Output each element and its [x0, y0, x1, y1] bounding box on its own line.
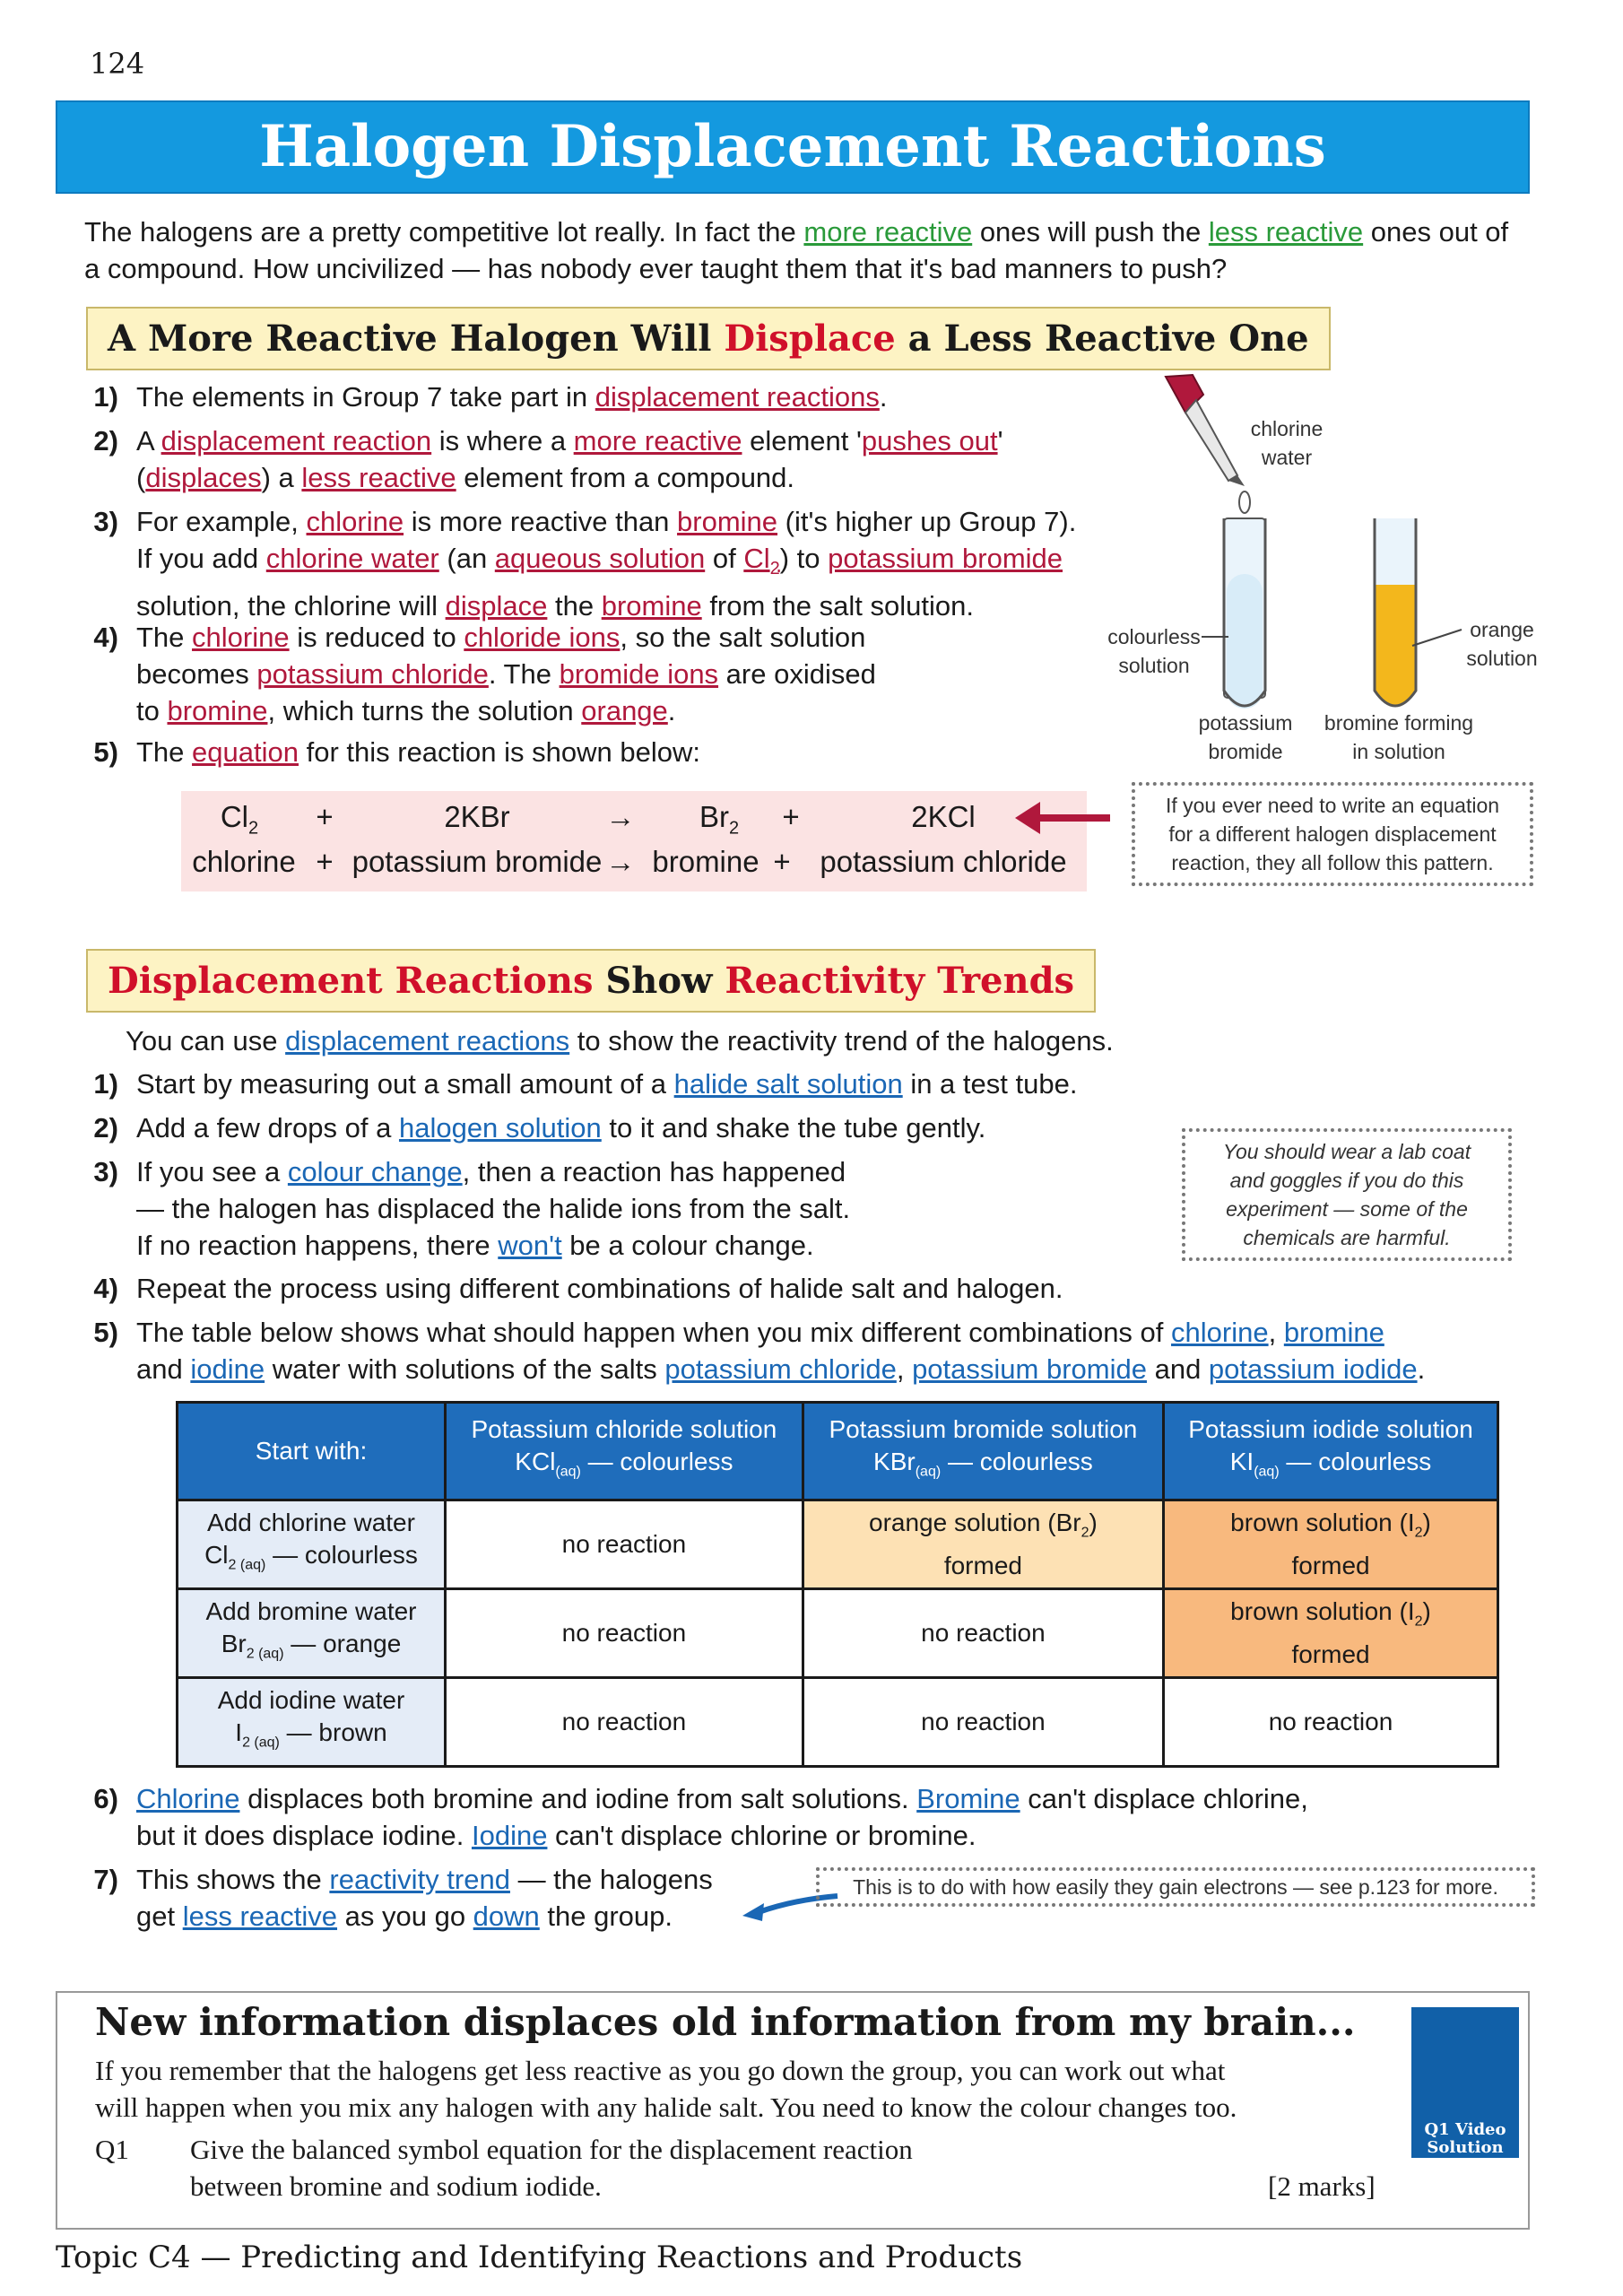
- label-colourless-solution: colourless solution: [1107, 625, 1201, 677]
- keyword-more-reactive[interactable]: more reactive: [803, 216, 973, 248]
- eq-arrow: →: [605, 845, 636, 878]
- keyword[interactable]: potassium bromide: [828, 543, 1063, 574]
- list-item: The equation for this reaction is shown below:: [136, 736, 700, 768]
- eq-word-kbr: potassium bromide: [352, 845, 603, 878]
- list-item: If you see a colour change, then a reaction has happened — the halogen has displaced the halide ions from the salt. If no reaction happens, there won't be a colour change.: [136, 1156, 851, 1261]
- list-number: 1): [93, 1068, 118, 1100]
- table-header: Potassium chloride solution KCl$_{(aq)}$ — colourless: [446, 1403, 803, 1500]
- note-equation-pattern: If you ever need to write an equation for a different halogen displacement reaction, they all follow this pattern.: [1132, 782, 1533, 886]
- reactivity-table: [176, 1401, 1499, 1768]
- keyword-less-reactive[interactable]: less reactive: [1208, 216, 1364, 248]
- keyword[interactable]: down: [473, 1900, 540, 1932]
- video-label: Q1 Video: [1424, 2120, 1506, 2139]
- test-tube-left: [1224, 491, 1265, 709]
- red-arrow-icon: [1013, 795, 1112, 839]
- table-cell: orange solution $(Br_2)$ formed: [803, 1500, 1163, 1589]
- list-number: 5): [93, 736, 118, 768]
- list-item: For example, chlorine is more reactive than bromine (it's higher up Group 7). If you add chlorine water (an aqueous solution of $Cl_2$) to potassium bromide solution, the chlorine will displace the bromine from the salt solution.: [136, 506, 1077, 622]
- keyword[interactable]: bromine: [677, 506, 778, 537]
- keyword[interactable]: bromine: [167, 695, 268, 726]
- equation-box: [181, 791, 1087, 891]
- summary-title: New information displaces old information from my brain...: [95, 2000, 1356, 2044]
- list-item: Start by measuring out a small amount of a halide salt solution in a test tube.: [136, 1068, 1078, 1100]
- video-solution-button[interactable]: [1411, 2007, 1519, 2158]
- keyword[interactable]: displacement reactions: [595, 381, 880, 413]
- eq-word-kcl: potassium chloride: [820, 845, 1067, 878]
- list-number: 3): [93, 506, 118, 537]
- keyword[interactable]: bromide ions: [559, 658, 719, 690]
- keyword[interactable]: displace: [445, 590, 548, 622]
- list-item: Repeat the process using different combinations of halide salt and halogen.: [136, 1273, 1063, 1304]
- list-item: The chlorine is reduced to chloride ions, so the salt solution becomes potassium chloride. The bromide ions are oxidised to bromine, which turns the solution orange.: [136, 622, 876, 726]
- question-marks: [2 marks]: [1268, 2170, 1376, 2202]
- eq-plus: +: [316, 800, 334, 833]
- keyword[interactable]: equation: [192, 736, 299, 768]
- table-row: [178, 1500, 1498, 1589]
- row-header: Add bromine water $Br_{2 (aq)}$ — orange: [178, 1589, 446, 1678]
- keyword[interactable]: potassium iodide: [1208, 1353, 1418, 1385]
- keyword[interactable]: less reactive: [301, 462, 456, 493]
- keyword[interactable]: displacement reaction: [161, 425, 432, 457]
- title-banner: [56, 100, 1530, 194]
- table-row: [178, 1678, 1498, 1767]
- keyword[interactable]: chlorine: [1171, 1317, 1269, 1348]
- table-header-start: Start with:: [178, 1403, 446, 1500]
- list-item: The elements in Group 7 take part in displacement reactions.: [136, 381, 888, 413]
- list-number: 3): [93, 1156, 118, 1187]
- keyword[interactable]: orange: [581, 695, 668, 726]
- table-cell: no reaction: [446, 1589, 803, 1678]
- keyword[interactable]: aqueous solution: [494, 543, 706, 574]
- list-number: 6): [93, 1783, 118, 1814]
- section2-intro: You can use displacement reactions to show the reactivity trend of the halogens.: [126, 1025, 1114, 1057]
- label-potassium-bromide: potassium bromide: [1198, 711, 1293, 763]
- keyword[interactable]: displaces: [145, 462, 262, 493]
- question-label: Q1: [95, 2134, 129, 2165]
- list-number: 2): [93, 425, 118, 457]
- list-item: A displacement reaction is where a more reactive element 'pushes out' (displaces) a less reactive element from a compound.: [136, 425, 1003, 493]
- list-number: 4): [93, 1273, 118, 1304]
- keyword[interactable]: won't: [498, 1230, 562, 1261]
- keyword[interactable]: chlorine water: [265, 543, 439, 574]
- eq-plus: +: [773, 845, 791, 878]
- row-header: Add chlorine water $Cl_{2 (aq)}$ — colourless: [178, 1500, 446, 1589]
- label-chlorine-water: chlorine water: [1250, 417, 1324, 469]
- keyword[interactable]: colour change: [287, 1156, 463, 1187]
- keyword[interactable]: chlorine: [306, 506, 404, 537]
- question-text: Give the balanced symbol equation for the displacement reaction between bromine and sodium iodide.: [190, 2134, 913, 2202]
- list-item: Chlorine displaces both bromine and iodine from salt solutions. Bromine can't displace chlorine, but it does displace iodine. Iodine can't displace chlorine or bromine.: [136, 1783, 1308, 1851]
- keyword[interactable]: bromine: [601, 590, 702, 622]
- dropper-icon: [1166, 375, 1245, 486]
- intro-text: ones out of a compound. How uncivilized — has nobody ever taught them that it's bad manners to push?: [84, 216, 1509, 284]
- eq-word-chlorine: chlorine: [192, 845, 296, 878]
- eq-kcl: 2KCl: [911, 800, 976, 833]
- table-cell: no reaction: [803, 1589, 1163, 1678]
- list-item: Add a few drops of a halogen solution to it and shake the tube gently.: [136, 1112, 986, 1144]
- keyword[interactable]: Iodine: [471, 1820, 548, 1851]
- keyword[interactable]: Chlorine: [136, 1783, 240, 1814]
- keyword[interactable]: Bromine: [916, 1783, 1020, 1814]
- list-number: 4): [93, 622, 118, 653]
- summary-text: If you remember that the halogens get less reactive as you go down the group, you can work out what will happen when you mix any halogen with any halide salt. You need to know the colour changes too.: [95, 2055, 1237, 2123]
- eq-plus: +: [316, 845, 334, 878]
- keyword[interactable]: potassium chloride: [664, 1353, 897, 1385]
- eq-chlorine-formula: $Cl_2$: [220, 800, 259, 839]
- keyword[interactable]: more reactive: [573, 425, 742, 457]
- table-header: Potassium bromide solution KBr$_{(aq)}$ — colourless: [803, 1403, 1163, 1500]
- table-cell: no reaction: [446, 1678, 803, 1767]
- eq-arrow: →: [605, 800, 636, 833]
- keyword[interactable]: halogen solution: [398, 1112, 602, 1144]
- section1-heading: A More Reactive Halogen Will Displace a Less Reactive One: [86, 307, 1331, 370]
- intro-text: The halogens are a pretty competitive lot really. In fact the: [84, 216, 804, 248]
- keyword[interactable]: displacement reactions: [285, 1025, 570, 1057]
- section1-list: [65, 378, 1141, 773]
- table-cell: brown solution $(I_2)$ formed: [1164, 1589, 1498, 1678]
- keyword[interactable]: reactivity trend: [329, 1864, 510, 1895]
- intro-paragraph: [84, 213, 1519, 287]
- keyword[interactable]: pushes out: [861, 425, 998, 457]
- table-header: Potassium iodide solution $KI_{(aq)}$ — colourless: [1164, 1403, 1498, 1500]
- keyword[interactable]: potassium bromide: [912, 1353, 1147, 1385]
- video-label: Solution: [1427, 2138, 1504, 2157]
- table-cell: no reaction: [803, 1678, 1163, 1767]
- list-number: 5): [93, 1317, 118, 1348]
- table-cell: brown solution $(I_2)$ formed: [1164, 1500, 1498, 1589]
- test-tube-right: [1375, 518, 1416, 706]
- keyword[interactable]: potassium chloride: [256, 658, 489, 690]
- keyword[interactable]: halide salt solution: [673, 1068, 903, 1100]
- table-cell: no reaction: [446, 1500, 803, 1589]
- keyword[interactable]: $Cl_2$: [743, 543, 780, 579]
- keyword[interactable]: chlorine: [192, 622, 290, 653]
- topic-footer: Topic C4 — Predicting and Identifying Reactions and Products: [56, 2239, 1023, 2275]
- table-cell: no reaction: [1164, 1678, 1498, 1767]
- list-item: This shows the reactivity trend — the halogens get less reactive as you go down the group.: [136, 1864, 713, 1932]
- label-bromine-forming: bromine forming in solution: [1324, 711, 1474, 763]
- row-header: Add iodine water $I_{2 (aq)}$ — brown: [178, 1678, 446, 1767]
- page-title: Halogen Displacement Reactions: [259, 113, 1326, 180]
- eq-plus: +: [782, 800, 800, 833]
- table-row: [178, 1589, 1498, 1678]
- list-item: The table below shows what should happen when you mix different combinations of chlorine, bromine and iodine water with solutions of the salts potassium chloride, potassium bromide and potassium iodide.: [136, 1317, 1426, 1385]
- note-electrons: This is to do with how easily they gain electrons — see p.123 for more.: [816, 1867, 1535, 1907]
- list-number: 7): [93, 1864, 118, 1895]
- keyword[interactable]: less reactive: [182, 1900, 338, 1932]
- keyword[interactable]: bromine: [1283, 1317, 1384, 1348]
- list-number: 1): [93, 381, 118, 413]
- note-safety: You should wear a lab coat and goggles if you do this experiment — some of the chemicals are harmful.: [1182, 1128, 1512, 1261]
- eq-kbr: 2KBr: [444, 800, 510, 833]
- intro-text: ones will push the: [972, 216, 1209, 248]
- list-number: 2): [93, 1112, 118, 1144]
- eq-word-bromine: bromine: [652, 845, 759, 878]
- keyword[interactable]: iodine: [190, 1353, 265, 1385]
- eq-bromine-formula: $Br_2$: [699, 800, 740, 839]
- keyword[interactable]: chloride ions: [464, 622, 621, 653]
- section2-heading: Displacement Reactions Show Reactivity Trends: [86, 949, 1096, 1013]
- page-number: 124: [90, 47, 145, 81]
- label-orange-solution: orange solution: [1466, 618, 1538, 670]
